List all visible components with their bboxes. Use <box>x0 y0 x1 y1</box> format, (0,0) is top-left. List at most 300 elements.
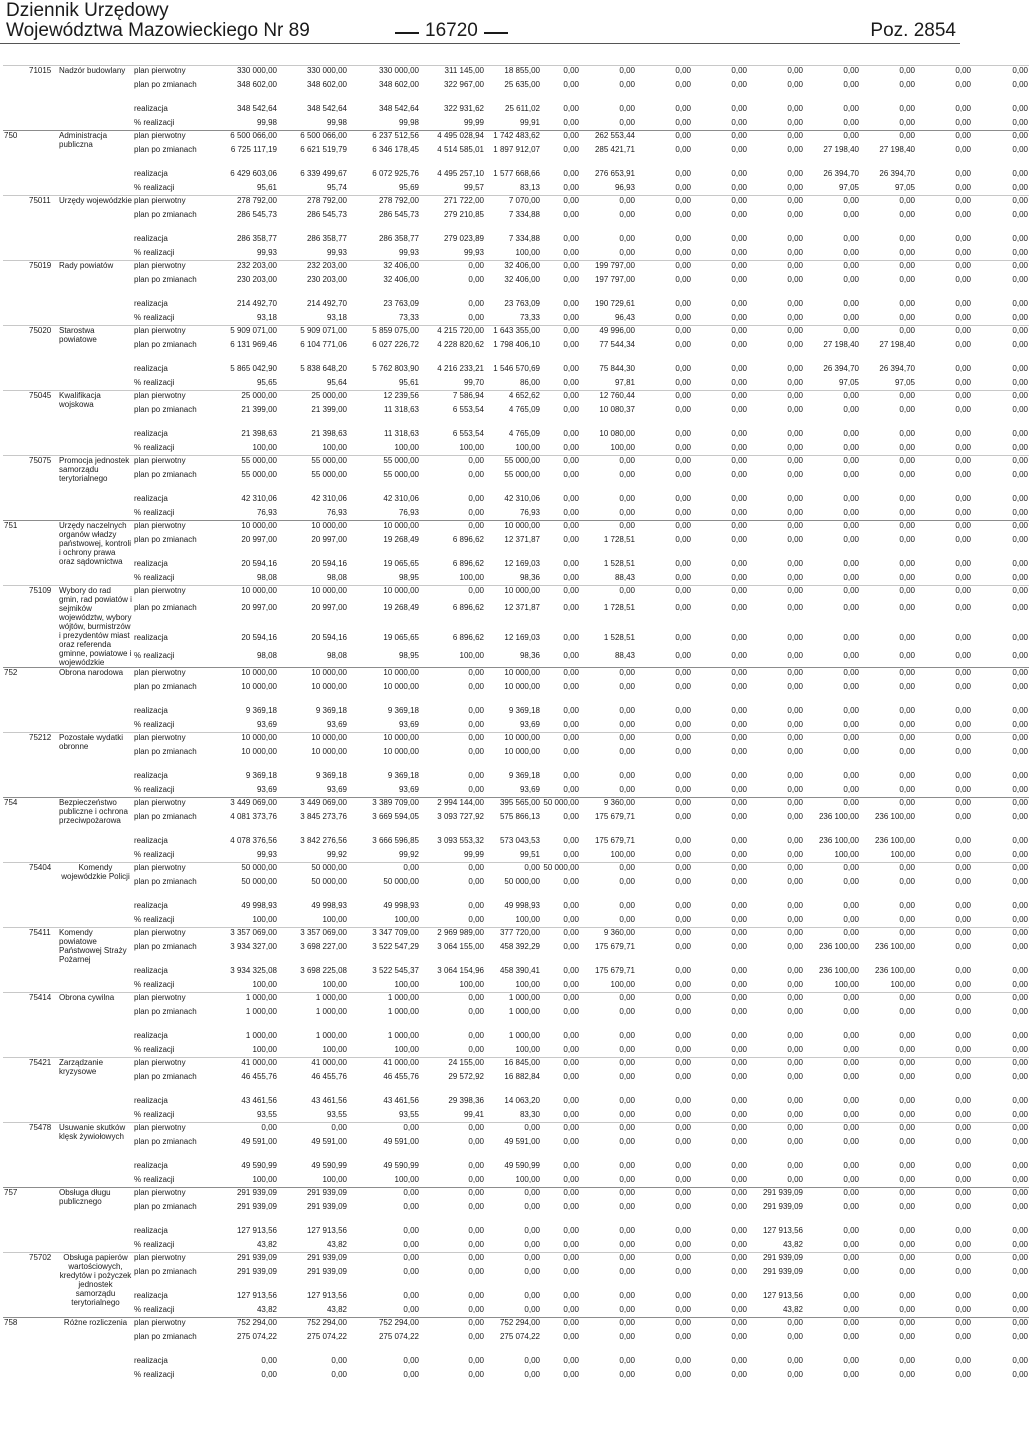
amount-cell: 25 000,00 <box>208 391 278 405</box>
amount-cell: 0,00 <box>692 668 748 682</box>
amount-cell: 0,00 <box>636 1058 692 1072</box>
amount-cell: 0,00 <box>955 1030 971 1040</box>
amount-cell: 0,00 <box>748 196 804 210</box>
section-name: Obrona narodowa <box>58 668 133 733</box>
amount-cell: 0,00 <box>731 746 747 756</box>
table-row <box>3 668 1029 682</box>
amount-cell: 0,00 <box>899 1136 915 1146</box>
amount-cell: 0,00 <box>955 914 971 924</box>
amount-cell: 0,00 <box>675 1109 691 1119</box>
amount-cell: 348 542,64 <box>236 103 277 113</box>
amount-cell: 0,00 <box>563 1160 579 1170</box>
amount-cell: 0,00 <box>524 1225 540 1235</box>
amount-cell: 291 939,09 <box>762 1266 803 1276</box>
amount-cell: 21 398,63 <box>241 428 277 438</box>
amount-cell: 25 000,00 <box>278 391 348 405</box>
rozdzial-code <box>28 1318 58 1383</box>
amount-cell: 311 145,00 <box>420 66 485 80</box>
amount-cell: 0,00 <box>403 1239 419 1249</box>
amount-cell: 0,00 <box>485 1253 541 1267</box>
table-row <box>3 248 1029 261</box>
amount-cell: 100,00 <box>394 914 419 924</box>
amount-cell: 0,00 <box>403 1201 419 1211</box>
amount-cell: 76,93 <box>398 507 419 517</box>
amount-cell: 0,00 <box>787 835 803 845</box>
amount-cell: 0,00 <box>843 493 859 503</box>
amount-cell: 0,00 <box>787 719 803 729</box>
table-row <box>3 1291 1029 1305</box>
amount-cell: 0,00 <box>955 534 971 544</box>
amount-cell: 20 997,00 <box>311 534 347 544</box>
amount-cell: 0,00 <box>787 363 803 373</box>
amount-cell: 0,00 <box>731 233 747 243</box>
amount-cell: 0,00 <box>955 168 971 178</box>
amount-cell: 0,00 <box>1012 979 1028 989</box>
amount-cell: 0,00 <box>843 770 859 780</box>
table-row <box>3 429 1029 443</box>
amount-cell: 100,00 <box>322 1174 347 1184</box>
amount-cell: 348 602,00 <box>306 79 347 89</box>
amount-cell: 3 934 327,00 <box>230 941 277 951</box>
amount-cell: 0,00 <box>899 784 915 794</box>
amount-cell: 0,00 <box>748 586 804 604</box>
amount-cell: 0,00 <box>675 247 691 257</box>
amount-cell: 0,00 <box>420 586 485 604</box>
amount-cell: 7 334,88 <box>508 233 540 243</box>
amount-cell: 0,00 <box>972 586 1029 604</box>
amount-cell: 20 594,16 <box>311 558 347 568</box>
amount-cell: 214 492,70 <box>306 298 347 308</box>
section-name: Kwalifikacja wojskowa <box>58 391 133 456</box>
amount-cell: 0,00 <box>787 941 803 951</box>
amount-cell: 0,00 <box>787 247 803 257</box>
amount-cell: 175 679,71 <box>594 965 635 975</box>
amount-cell: 0,00 <box>916 863 972 877</box>
amount-cell: 0,00 <box>731 1109 747 1119</box>
amount-cell: 0,00 <box>468 900 484 910</box>
amount-cell: 0,00 <box>675 428 691 438</box>
rozdzial-code <box>28 1188 58 1253</box>
amount-cell: 3 845 273,76 <box>300 811 347 821</box>
amount-cell: 97,05 <box>894 377 915 387</box>
amount-cell: 0,00 <box>692 1318 748 1332</box>
amount-cell: 0,00 <box>675 1369 691 1379</box>
journal-issue: Województwa Mazowieckiego Nr 89 <box>6 20 310 41</box>
amount-cell: 0,00 <box>843 1174 859 1184</box>
amount-cell: 0,00 <box>972 456 1029 470</box>
row-label: plan po zmianach <box>134 339 197 349</box>
amount-cell: 4 765,09 <box>508 428 540 438</box>
amount-cell: 26 394,70 <box>823 363 859 373</box>
table-row <box>3 1007 1029 1031</box>
amount-cell: 0,00 <box>580 733 636 747</box>
amount-cell: 100,00 <box>515 247 540 257</box>
amount-cell: 0,00 <box>955 572 971 582</box>
row-label: plan pierwotny <box>133 1188 208 1202</box>
row-label: realizacja <box>134 233 168 243</box>
amount-cell: 0,00 <box>843 428 859 438</box>
amount-cell: 98,36 <box>519 651 540 661</box>
table-row <box>3 261 1029 275</box>
row-label: plan pierwotny <box>133 1123 208 1137</box>
amount-cell: 0,00 <box>955 900 971 910</box>
amount-cell: 0,00 <box>675 835 691 845</box>
amount-cell: 0,00 <box>636 131 692 145</box>
amount-cell: 0,00 <box>563 1136 579 1146</box>
amount-cell: 0,00 <box>468 1006 484 1016</box>
amount-cell: 0,00 <box>563 247 579 257</box>
amount-cell: 0,00 <box>675 876 691 886</box>
amount-cell: 0,00 <box>787 784 803 794</box>
amount-cell: 0,00 <box>787 469 803 479</box>
amount-cell: 0,00 <box>485 1188 541 1202</box>
amount-cell: 0,00 <box>563 274 579 284</box>
amount-cell: 0,00 <box>563 1304 579 1314</box>
amount-cell: 0,00 <box>619 1239 635 1249</box>
amount-cell: 0,00 <box>787 1355 803 1365</box>
amount-cell: 0,00 <box>787 209 803 219</box>
amount-cell: 278 792,00 <box>348 196 420 210</box>
amount-cell: 0,00 <box>731 1160 747 1170</box>
amount-cell: 0,00 <box>787 572 803 582</box>
amount-cell: 0,00 <box>563 144 579 154</box>
amount-cell: 0,00 <box>675 572 691 582</box>
amount-cell: 0,00 <box>916 733 972 747</box>
amount-cell: 0,00 <box>843 900 859 910</box>
row-label: plan pierwotny <box>133 66 208 80</box>
amount-cell: 0,00 <box>563 681 579 691</box>
amount-cell: 100,00 <box>394 979 419 989</box>
amount-cell: 0,00 <box>843 209 859 219</box>
amount-cell: 0,00 <box>843 1266 859 1276</box>
row-label: % realizacji <box>134 572 175 582</box>
amount-cell: 0,00 <box>972 863 1029 877</box>
amount-cell: 100,00 <box>252 442 277 452</box>
amount-cell: 0,00 <box>731 941 747 951</box>
section-name: Rady powiatów <box>58 261 133 326</box>
amount-cell: 0,00 <box>563 603 579 613</box>
amount-cell: 99,70 <box>463 377 484 387</box>
amount-cell: 99,93 <box>463 247 484 257</box>
amount-cell: 0,00 <box>331 1369 347 1379</box>
amount-cell: 0,00 <box>580 1188 636 1202</box>
amount-cell: 0,00 <box>619 681 635 691</box>
amount-cell: 0,00 <box>916 1253 972 1267</box>
table-row <box>3 1332 1029 1356</box>
amount-cell: 0,00 <box>843 298 859 308</box>
amount-cell: 0,00 <box>916 586 972 604</box>
amount-cell: 42 310,06 <box>504 493 540 503</box>
amount-cell: 55 000,00 <box>241 469 277 479</box>
amount-cell: 3 064 155,00 <box>437 941 484 951</box>
amount-cell: 0,00 <box>916 668 972 682</box>
amount-cell: 0,00 <box>787 1109 803 1119</box>
dzial-code <box>3 391 28 456</box>
table-row <box>3 299 1029 313</box>
section-name: Wybory do rad gmin, rad powiatów i sejmików województw, wybory wójtów, burmistrzów i prezydentów miast oraz referenda gminne, powiatowe i wojewódzkie <box>59 586 132 667</box>
amount-cell: 10 000,00 <box>208 521 278 535</box>
amount-cell: 1 000,00 <box>387 1030 419 1040</box>
rozdzial-code <box>28 798 58 863</box>
table-row <box>3 104 1029 118</box>
section-name: Komendy wojewódzkie Policji <box>58 863 133 928</box>
amount-cell: 199 797,00 <box>580 261 636 275</box>
table-row <box>3 863 1029 877</box>
amount-cell: 2 969 989,00 <box>420 928 485 942</box>
amount-cell: 49 590,99 <box>383 1160 419 1170</box>
table-row <box>3 785 1029 798</box>
amount-cell: 0,00 <box>619 209 635 219</box>
amount-cell: 86,00 <box>519 377 540 387</box>
amount-cell: 0,00 <box>468 876 484 886</box>
amount-cell: 93,55 <box>398 1109 419 1119</box>
amount-cell: 0,00 <box>899 507 915 517</box>
amount-cell: 0,00 <box>1012 941 1028 951</box>
amount-cell: 0,00 <box>843 1160 859 1170</box>
amount-cell: 0,00 <box>731 507 747 517</box>
table-row <box>3 364 1029 378</box>
amount-cell: 20 997,00 <box>241 603 277 613</box>
amount-cell: 3 357 069,00 <box>278 928 348 942</box>
row-label: plan pierwotny <box>133 586 208 604</box>
amount-cell: 0,00 <box>955 117 971 127</box>
amount-cell: 10 000,00 <box>241 746 277 756</box>
amount-cell: 0,00 <box>731 811 747 821</box>
amount-cell: 0,00 <box>675 1331 691 1341</box>
amount-cell: 0,00 <box>1012 876 1028 886</box>
amount-cell: 93,69 <box>519 784 540 794</box>
amount-cell: 0,00 <box>731 144 747 154</box>
amount-cell: 0,00 <box>563 469 579 479</box>
amount-cell: 0,00 <box>860 1253 916 1267</box>
amount-cell: 0,00 <box>348 1253 420 1267</box>
amount-cell: 0,00 <box>1012 1044 1028 1054</box>
amount-cell: 0,00 <box>619 1044 635 1054</box>
amount-cell: 0,00 <box>485 863 541 877</box>
amount-cell: 0,00 <box>787 428 803 438</box>
amount-cell: 0,00 <box>787 914 803 924</box>
amount-cell: 9 369,18 <box>315 705 347 715</box>
amount-cell: 0,00 <box>619 233 635 243</box>
amount-cell: 55 000,00 <box>504 469 540 479</box>
amount-cell: 236 100,00 <box>874 965 915 975</box>
amount-cell: 10 000,00 <box>485 668 541 682</box>
amount-cell: 0,00 <box>787 1095 803 1105</box>
amount-cell: 0,00 <box>675 1266 691 1276</box>
amount-cell: 0,00 <box>468 274 484 284</box>
table-row <box>3 521 1029 535</box>
amount-cell: 0,00 <box>899 1174 915 1184</box>
row-label: plan pierwotny <box>133 1318 208 1332</box>
amount-cell: 0,00 <box>420 733 485 747</box>
amount-cell: 0,00 <box>692 261 748 275</box>
amount-cell: 0,00 <box>843 404 859 414</box>
amount-cell: 0,00 <box>843 1225 859 1235</box>
amount-cell: 100,00 <box>459 442 484 452</box>
amount-cell: 0,00 <box>619 1331 635 1341</box>
amount-cell: 0,00 <box>899 442 915 452</box>
amount-cell: 286 358,77 <box>306 233 347 243</box>
amount-cell: 0,00 <box>955 705 971 715</box>
amount-cell: 1 000,00 <box>315 1006 347 1016</box>
amount-cell: 16 845,00 <box>485 1058 541 1072</box>
amount-cell: 32 406,00 <box>504 274 540 284</box>
amount-cell: 0,00 <box>787 79 803 89</box>
amount-cell: 0,00 <box>580 993 636 1007</box>
amount-cell: 0,00 <box>468 1044 484 1054</box>
amount-cell: 0,00 <box>804 1188 860 1202</box>
amount-cell: 49 998,93 <box>241 900 277 910</box>
amount-cell: 0,00 <box>955 979 971 989</box>
amount-cell: 0,00 <box>619 1266 635 1276</box>
amount-cell: 0,00 <box>692 196 748 210</box>
table-row <box>3 1202 1029 1226</box>
row-label: realizacja <box>134 900 168 910</box>
amount-cell: 95,74 <box>326 182 347 192</box>
row-label: % realizacji <box>134 914 175 924</box>
amount-cell: 0,00 <box>692 733 748 747</box>
amount-cell: 0,00 <box>403 1290 419 1300</box>
amount-cell: 0,00 <box>261 1355 277 1365</box>
amount-cell: 0,00 <box>787 1160 803 1170</box>
amount-cell: 0,00 <box>1012 1030 1028 1040</box>
amount-cell: 100,00 <box>515 979 540 989</box>
amount-cell: 0,00 <box>468 1331 484 1341</box>
amount-cell: 100,00 <box>252 979 277 989</box>
amount-cell: 236 100,00 <box>874 811 915 821</box>
amount-cell: 4 495 257,10 <box>437 168 484 178</box>
amount-cell: 23 763,09 <box>504 298 540 308</box>
amount-cell: 6 896,62 <box>452 633 484 643</box>
row-label: realizacja <box>134 168 168 178</box>
amount-cell: 0,00 <box>731 1304 747 1314</box>
amount-cell: 6 725 117,19 <box>230 144 277 154</box>
amount-cell: 0,00 <box>731 339 747 349</box>
amount-cell: 0,00 <box>731 681 747 691</box>
amount-cell: 4 514 585,01 <box>437 144 484 154</box>
amount-cell: 12 371,87 <box>504 534 540 544</box>
row-label: plan po zmianach <box>134 209 197 219</box>
amount-cell: 0,00 <box>420 1123 485 1137</box>
amount-cell: 10 080,00 <box>599 428 635 438</box>
dzial-code: 757 <box>3 1188 28 1253</box>
amount-cell: 286 358,77 <box>236 233 277 243</box>
amount-cell: 26 394,70 <box>879 363 915 373</box>
amount-cell: 0,00 <box>675 1095 691 1105</box>
amount-cell: 6 553,54 <box>452 428 484 438</box>
amount-cell: 1 728,51 <box>603 603 635 613</box>
amount-cell: 0,00 <box>899 633 915 643</box>
amount-cell: 0,00 <box>563 876 579 886</box>
amount-cell: 49 590,99 <box>311 1160 347 1170</box>
amount-cell: 41 000,00 <box>278 1058 348 1072</box>
amount-cell: 0,00 <box>843 1044 859 1054</box>
amount-cell: 0,00 <box>748 798 804 812</box>
amount-cell: 0,00 <box>675 681 691 691</box>
amount-cell: 0,00 <box>804 261 860 275</box>
amount-cell: 0,00 <box>675 209 691 219</box>
row-label: plan po zmianach <box>134 1136 197 1146</box>
amount-cell: 0,00 <box>899 1355 915 1365</box>
amount-cell: 21 398,63 <box>311 428 347 438</box>
row-label: plan pierwotny <box>133 196 208 210</box>
amount-cell: 0,00 <box>899 404 915 414</box>
amount-cell: 26 394,70 <box>879 168 915 178</box>
amount-cell: 0,00 <box>563 1006 579 1016</box>
amount-cell: 19 268,49 <box>383 534 419 544</box>
amount-cell: 0,00 <box>468 1304 484 1314</box>
amount-cell: 0,00 <box>692 586 748 604</box>
amount-cell: 0,00 <box>860 456 916 470</box>
amount-cell: 0,00 <box>524 1355 540 1365</box>
amount-cell: 0,00 <box>636 668 692 682</box>
amount-cell: 0,00 <box>787 117 803 127</box>
amount-cell: 0,00 <box>955 182 971 192</box>
amount-cell: 10 000,00 <box>485 733 541 747</box>
amount-cell: 1 728,51 <box>603 534 635 544</box>
amount-cell: 0,00 <box>843 784 859 794</box>
amount-cell: 0,00 <box>955 1071 971 1081</box>
section-name: Promocja jednostek samorządu terytorialnego <box>58 456 133 521</box>
amount-cell: 0,00 <box>1012 1136 1028 1146</box>
amount-cell: 93,69 <box>519 719 540 729</box>
amount-cell: 99,93 <box>256 247 277 257</box>
amount-cell: 0,00 <box>955 493 971 503</box>
amount-cell: 127 913,56 <box>236 1290 277 1300</box>
amount-cell: 32 406,00 <box>383 274 419 284</box>
amount-cell: 0,00 <box>748 456 804 470</box>
amount-cell: 0,00 <box>541 131 580 145</box>
amount-cell: 49 591,00 <box>241 1136 277 1146</box>
amount-cell: 1 643 355,00 <box>485 326 541 340</box>
amount-cell: 0,00 <box>972 1188 1029 1202</box>
row-label: plan pierwotny <box>133 798 208 812</box>
row-label: % realizacji <box>134 117 175 127</box>
table-row <box>3 573 1029 586</box>
amount-cell: 0,00 <box>843 233 859 243</box>
section-name: Urzędy wojewódzkie <box>58 196 133 261</box>
amount-cell: 12 169,03 <box>504 633 540 643</box>
amount-cell: 3 666 596,85 <box>372 835 419 845</box>
amount-cell: 98,08 <box>256 651 277 661</box>
section-name: Nadzór budowlany <box>58 66 133 131</box>
table-row <box>3 118 1029 131</box>
amount-cell: 93,69 <box>256 719 277 729</box>
amount-cell: 100,00 <box>834 979 859 989</box>
amount-cell: 0,00 <box>468 1160 484 1170</box>
table-row <box>3 340 1029 364</box>
amount-cell: 0,00 <box>955 965 971 975</box>
amount-cell: 0,00 <box>675 144 691 154</box>
amount-cell: 0,00 <box>619 1006 635 1016</box>
amount-cell: 3 522 547,29 <box>372 941 419 951</box>
amount-cell: 0,00 <box>916 928 972 942</box>
amount-cell: 0,00 <box>955 603 971 613</box>
amount-cell: 0,00 <box>420 993 485 1007</box>
amount-cell: 291 939,09 <box>748 1188 804 1202</box>
amount-cell: 6 131 969,46 <box>230 339 277 349</box>
amount-cell: 0,00 <box>524 1290 540 1300</box>
amount-cell: 0,00 <box>787 705 803 715</box>
amount-cell: 0,00 <box>899 1225 915 1235</box>
amount-cell: 0,00 <box>675 117 691 127</box>
amount-cell: 0,00 <box>524 1201 540 1211</box>
amount-cell: 0,00 <box>541 928 580 942</box>
amount-cell: 0,00 <box>804 733 860 747</box>
amount-cell: 0,00 <box>731 404 747 414</box>
amount-cell: 0,00 <box>619 1030 635 1040</box>
amount-cell: 0,00 <box>787 377 803 387</box>
